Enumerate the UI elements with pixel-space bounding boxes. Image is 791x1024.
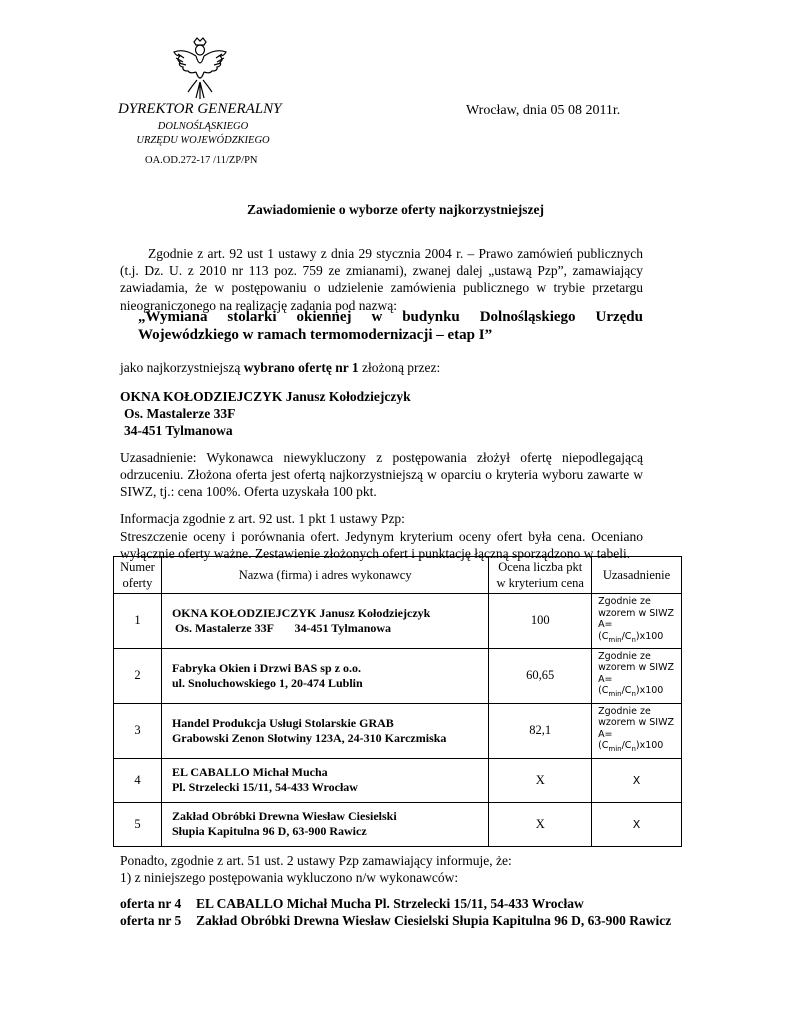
selection-bold: wybrano ofertę nr 1 — [243, 360, 359, 375]
justification-paragraph: Uzasadnienie: Wykonawca niewykluczony z postępowania złożył ofertę niepodlegającą odrzuceniu. Złożona oferta jest ofertą najkorzystniejszą w oparciu o kryteria wyboru zawarte w SIWZ, tj.: cena 100%. Oferta uzyskała 100 pkt. — [120, 450, 643, 500]
offers-table — [113, 556, 682, 847]
offer-score: 100 — [489, 594, 592, 649]
table-row — [114, 802, 682, 846]
table-row — [114, 594, 682, 649]
offer-reason: X — [592, 802, 682, 846]
contractor-name: Handel Produkcja Usługi Stolarskie GRAB — [171, 715, 394, 730]
reference-number: OA.OD.272-17 /11/ZP/PN — [145, 155, 258, 166]
header-reason: Uzasadnienie — [592, 557, 682, 594]
header-name: Nazwa (firma) i adres wykonawcy — [161, 557, 488, 594]
contractor-name: OKNA KOŁODZIEJCZYK Janusz Kołodziejczyk — [171, 605, 431, 620]
offer-reason: Zgodnie ze wzorem w SIWZ $A=(C_{min}/C_n)x100$ — [592, 594, 682, 649]
header-score: Ocena liczba pkt w kryterium cena — [489, 557, 592, 594]
excluded-intro-line: 1) z niniejszego postępowania wykluczono n/w wykonawców: — [120, 870, 459, 885]
selection-suffix: złożoną przez: — [358, 360, 441, 375]
header-subtitle-2: URZĘDU WOJEWÓDZKIEGO — [136, 135, 270, 146]
excluded-offer-text: EL CABALLO Michał Mucha Pl. Strzelecki 15/11, 54-433 Wrocław — [196, 896, 584, 911]
offer-contractor — [161, 758, 488, 802]
offer-reason: Zgodnie ze wzorem w SIWZ $A=(C_{min}/C_n)x100$ — [592, 703, 682, 758]
contractor-name: Fabryka Okien i Drzwi BAS sp z o.o. — [171, 660, 361, 675]
contractor-address: ul. Snoluchowskiego 1, 20-474 Lublin — [171, 675, 363, 690]
place-date: Wrocław, dnia 05 08 2011r. — [466, 103, 621, 118]
excluded-offer-text: Zakład Obróbki Drewna Wiesław Ciesielski Słupia Kapitulna 96 D, 63-900 Rawicz — [196, 913, 672, 928]
offer-contractor — [161, 703, 488, 758]
contractor-address: Pl. Strzelecki 15/11, 54-433 Wrocław — [171, 780, 358, 795]
offer-number: 4 — [114, 758, 162, 802]
eagle-emblem-icon — [170, 36, 230, 100]
offer-score: 60,65 — [489, 648, 592, 703]
contractor-address: Os. Mastalerze 33F 34-451 Tylmanowa — [171, 620, 392, 635]
excluded-offer-label: oferta nr 4 — [120, 896, 182, 911]
offer-number: 2 — [114, 648, 162, 703]
selection-line — [120, 360, 440, 376]
header-subtitle-1: DOLNOŚLĄSKIEGO — [157, 121, 249, 132]
offer-reason: Zgodnie ze wzorem w SIWZ $A=(C_{min}/C_n)x100$ — [592, 648, 682, 703]
offer-reason: X — [592, 758, 682, 802]
excluded-offer-4 — [120, 896, 584, 912]
contractor-address: Słupia Kapitulna 96 D, 63-900 Rawicz — [171, 824, 367, 839]
table-row — [114, 703, 682, 758]
further-info-line: Ponadto, zgodnie z art. 51 ust. 2 ustawy Pzp zamawiający informuje, że: — [120, 853, 512, 868]
info-line: Informacja zgodnie z art. 92 ust. 1 pkt 1 ustawy Pzp: — [120, 511, 405, 526]
winner-street: Os. Mastalerze 33F — [124, 406, 236, 421]
winner-city: 34-451 Tylmanowa — [124, 423, 233, 438]
table-header-row — [114, 557, 682, 594]
summary-paragraph: Streszczenie oceny i porównania ofert. Jedynym kryterium oceny ofert była cena. Oceniano wyłącznie oferty ważne. Zestawienie złożonych ofert i punktację łączną sporządzono w tabeli. — [120, 529, 643, 562]
offer-score: 82,1 — [489, 703, 592, 758]
excluded-offer-5 — [120, 913, 671, 929]
procurement-subject: „Wymiana stolarki okiennej w budynku Dolnośląskiego Urzędu Wojewódzkiego w ramach termomodernizacji – etap I” — [138, 309, 643, 343]
contractor-address: Grabowski Zenon Słotwiny 123A, 24-310 Karczmiska — [171, 730, 447, 745]
offer-number: 1 — [114, 594, 162, 649]
header-number: Numer oferty — [114, 557, 162, 594]
notice-title: Zawiadomienie o wyborze oferty najkorzystniejszej — [247, 202, 544, 217]
offer-score: X — [489, 802, 592, 846]
contractor-name: Zakład Obróbki Drewna Wiesław Ciesielski — [171, 809, 397, 824]
winner-name: OKNA KOŁODZIEJCZYK Janusz Kołodziejczyk — [120, 389, 411, 404]
offer-contractor — [161, 648, 488, 703]
contractor-name: EL CABALLO Michał Mucha — [171, 765, 328, 780]
table-row — [114, 648, 682, 703]
intro-paragraph: Zgodnie z art. 92 ust 1 ustawy z dnia 29 stycznia 2004 r. – Prawo zamówień publicznych (t.j. Dz. U. z 2010 nr 113 poz. 759 ze zmianami), zwanej dalej „ustawą Pzp”, zamawiający zawiadamia, że w postępowaniu o udzielenie zamówienia publicznego w trybie przetargu nieograniczonego na realizację zadania pod nazwą: — [120, 246, 643, 313]
excluded-offer-label: oferta nr 5 — [120, 913, 182, 928]
offer-contractor — [161, 802, 488, 846]
offer-score: X — [489, 758, 592, 802]
offer-contractor — [161, 594, 488, 649]
offer-number: 5 — [114, 802, 162, 846]
header-title: DYREKTOR GENERALNY — [118, 101, 282, 117]
offer-number: 3 — [114, 703, 162, 758]
table-row — [114, 758, 682, 802]
selection-prefix: jako najkorzystniejszą — [120, 360, 244, 375]
